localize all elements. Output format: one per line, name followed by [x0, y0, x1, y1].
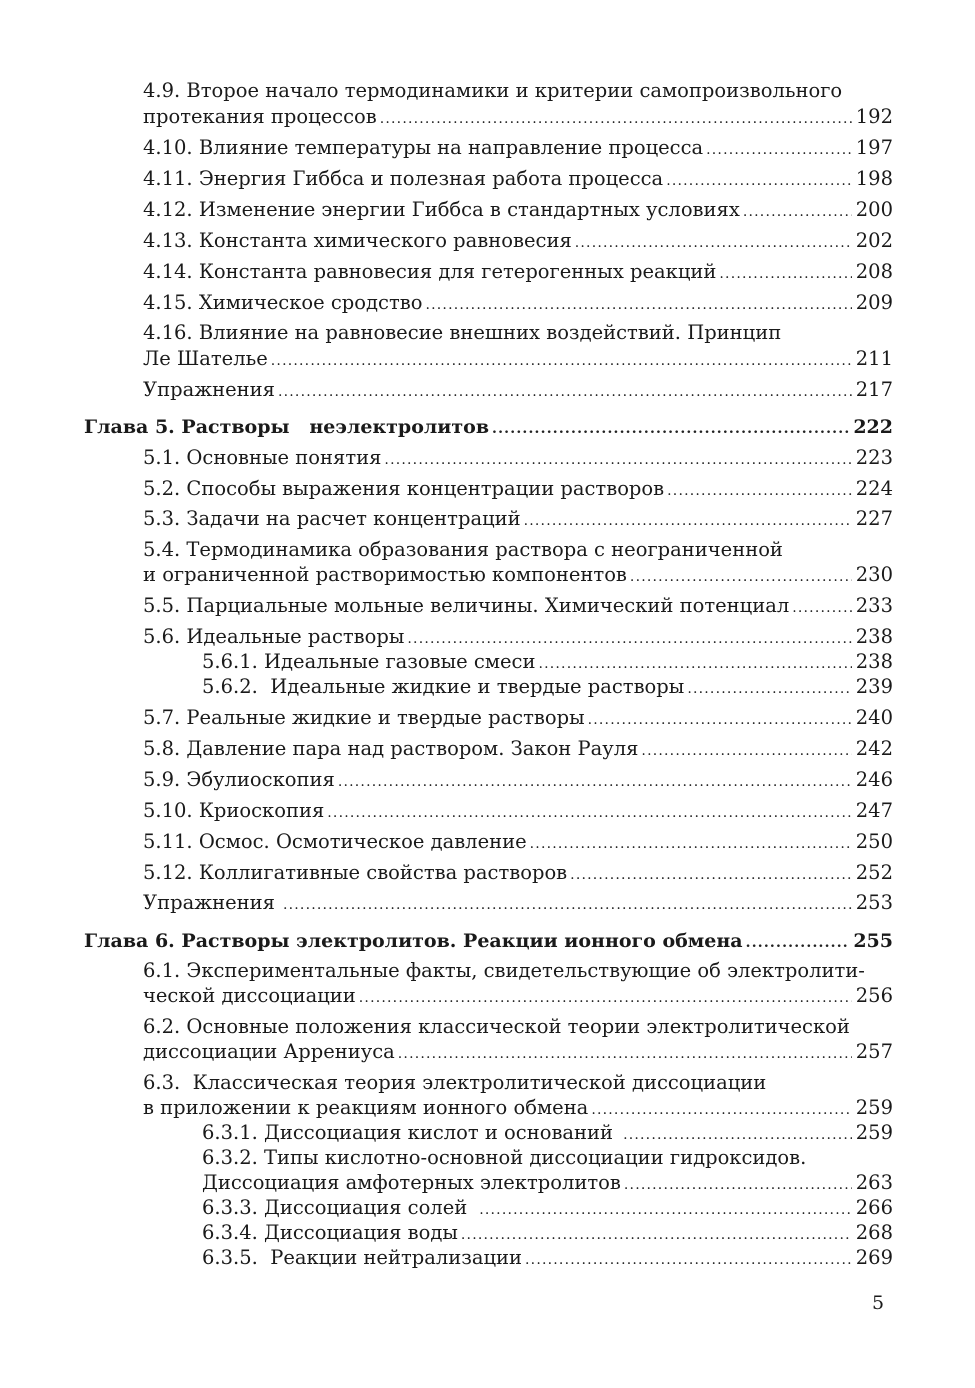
toc-entry-text: 5.3. Задачи на расчет концентраций: [143, 507, 521, 530]
toc-entry-text: 4.13. Константа химического равновесия: [143, 229, 572, 252]
toc-entry-4-9[interactable]: [143, 104, 893, 130]
toc-page-number: 259: [855, 1096, 893, 1119]
dot-leader: [407, 626, 851, 650]
toc-entry-5-6-2[interactable]: [202, 674, 893, 700]
dot-leader: [525, 1247, 852, 1271]
toc-chapter-5[interactable]: [84, 414, 893, 440]
toc-page-number: 223: [855, 446, 893, 469]
dot-leader: [492, 416, 849, 440]
toc-entry-text: 5.6.1. Идеальные газовые смеси: [202, 650, 536, 673]
toc-entry-text: 5.9. Эбулиоскопия: [143, 768, 335, 791]
toc-entry-6-3-line1: [143, 1070, 893, 1096]
toc-page-number: 255: [853, 930, 893, 952]
toc-entry-text: 5.1. Основные понятия: [143, 446, 382, 469]
toc-entry-6-3[interactable]: [143, 1095, 893, 1121]
toc-page-number: 266: [855, 1196, 893, 1219]
toc-entry-text: 6.1. Экспериментальные факты, свидетельствующие об электролити-: [143, 959, 865, 982]
dot-leader: [743, 199, 852, 223]
toc-entry-exercises-5[interactable]: [143, 890, 893, 916]
toc-entry-text: ческой диссоциации: [143, 984, 356, 1007]
toc-entry-4-16[interactable]: [143, 346, 893, 372]
toc-page-number: 224: [855, 477, 893, 500]
toc-chapter-title: Глава 6. Растворы электролитов. Реакции ионного обмена: [84, 930, 743, 952]
toc-entry-text: 5.7. Реальные жидкие и твердые растворы: [143, 706, 585, 729]
toc-entry-text: Ле Шателье: [143, 347, 268, 370]
dot-leader: [425, 292, 851, 316]
toc-entry-5-2[interactable]: [143, 476, 893, 502]
toc-entry-5-6-1[interactable]: [202, 649, 893, 675]
toc-page-number: 202: [855, 229, 893, 252]
toc-entry-text: 6.3.4. Диссоциация воды: [202, 1221, 458, 1244]
toc-entry-6-3-1[interactable]: [202, 1120, 893, 1146]
toc-page-number: 247: [855, 799, 893, 822]
toc-page-number: 209: [855, 291, 893, 314]
toc-entry-text: протекания процессов: [143, 105, 377, 128]
dot-leader: [719, 261, 851, 285]
dot-leader: [338, 769, 852, 793]
toc-entry-4-13[interactable]: [143, 228, 893, 254]
toc-page-number: 259: [855, 1121, 893, 1144]
toc-page-number: 246: [855, 768, 893, 791]
dot-leader: [623, 1122, 852, 1146]
toc-entry-5-1[interactable]: [143, 445, 893, 471]
toc-page-number: 252: [855, 861, 893, 884]
toc-entry-5-9[interactable]: [143, 767, 893, 793]
toc-entry-5-5[interactable]: [143, 593, 893, 619]
toc-page-number: 198: [855, 167, 893, 190]
toc-entry-4-12[interactable]: [143, 197, 893, 223]
toc-page-number: 211: [855, 347, 893, 370]
toc-entry-text: 4.9. Второе начало термодинамики и критерии самопроизвольного: [143, 79, 843, 102]
toc-page-number: 238: [855, 650, 893, 673]
toc-page-number: 257: [855, 1040, 893, 1063]
dot-leader: [479, 1197, 852, 1221]
toc-entry-text: 5.4. Термодинамика образования раствора с неограниченной: [143, 538, 783, 561]
toc-entry-text: 4.12. Изменение энергии Гиббса в стандартных условиях: [143, 198, 740, 221]
dot-leader: [591, 1097, 851, 1121]
toc-entry-text: Диссоциация амфотерных электролитов: [202, 1171, 621, 1194]
toc-entry-6-3-5[interactable]: [202, 1245, 893, 1271]
dot-leader: [380, 106, 852, 130]
toc-entry-6-3-2-line1: [202, 1145, 893, 1171]
page-number: 5: [872, 1292, 885, 1314]
dot-leader: [687, 676, 851, 700]
toc-entry-text: 5.5. Парциальные мольные величины. Химический потенциал: [143, 594, 790, 617]
toc-page-number: 250: [855, 830, 893, 853]
dot-leader: [792, 595, 852, 619]
toc-entry-6-2[interactable]: [143, 1039, 893, 1065]
dot-leader: [327, 800, 851, 824]
toc-page-number: 269: [855, 1246, 893, 1269]
toc-entry-text: 5.12. Коллигативные свойства растворов: [143, 861, 568, 884]
toc-entry-text: в приложении к реакциям ионного обмена: [143, 1096, 589, 1119]
toc-entry-5-8[interactable]: [143, 736, 893, 762]
toc-page-number: 208: [855, 260, 893, 283]
dot-leader: [630, 564, 852, 588]
toc-entry-text: 5.6. Идеальные растворы: [143, 625, 405, 648]
toc-entry-5-4[interactable]: [143, 562, 893, 588]
toc-entry-text: Упражнения: [143, 378, 275, 401]
toc-chapter-6[interactable]: [84, 928, 893, 954]
toc-entry-4-10[interactable]: [143, 135, 893, 161]
toc-page-number: 227: [855, 507, 893, 530]
toc-entry-text: 6.3.1. Диссоциация кислот и оснований: [202, 1121, 614, 1144]
toc-entry-5-6[interactable]: [143, 624, 893, 650]
toc-entry-5-10[interactable]: [143, 798, 893, 824]
toc-entry-text: 6.3. Классическая теория электролитической диссоциации: [143, 1071, 767, 1094]
dot-leader: [538, 651, 851, 675]
toc-entry-exercises-4[interactable]: [143, 377, 893, 403]
toc-entry-6-3-2[interactable]: [202, 1170, 893, 1196]
dot-leader: [746, 930, 850, 954]
dot-leader: [283, 892, 852, 916]
toc-page-number: 222: [853, 416, 893, 438]
toc-page-number: 238: [855, 625, 893, 648]
toc-page-number: 256: [855, 984, 893, 1007]
dot-leader: [524, 508, 852, 532]
dot-leader: [271, 348, 852, 372]
toc-entry-text: 5.6.2. Идеальные жидкие и твердые растворы: [202, 675, 685, 698]
toc-entry-text: 6.2. Основные положения классической теории электролитической: [143, 1015, 850, 1038]
toc-entry-text: 4.15. Химическое сродство: [143, 291, 423, 314]
toc-entry-5-3[interactable]: [143, 506, 893, 532]
dot-leader: [570, 862, 852, 886]
toc-page-number: 230: [855, 563, 893, 586]
dot-leader: [641, 738, 851, 762]
toc-entry-text: 4.10. Влияние температуры на направление процесса: [143, 136, 704, 159]
toc-page-number: 217: [855, 378, 893, 401]
toc-entry-text: Упражнения: [143, 891, 275, 914]
dot-leader: [530, 831, 852, 855]
dot-leader: [398, 1041, 852, 1065]
toc-entry-text: 6.3.3. Диссоциация солей: [202, 1196, 468, 1219]
toc-entry-text: 5.8. Давление пара над раствором. Закон Рауля: [143, 737, 639, 760]
toc-entry-5-12[interactable]: [143, 860, 893, 886]
toc-entry-text: 5.2. Способы выражения концентрации растворов: [143, 477, 665, 500]
dot-leader: [588, 707, 852, 731]
toc-entry-4-15[interactable]: [143, 290, 893, 316]
toc-page-number: 242: [855, 737, 893, 760]
toc-page-number: 268: [855, 1221, 893, 1244]
toc-entry-text: 6.3.5. Реакции нейтрализации: [202, 1246, 523, 1269]
toc-entry-text: 5.10. Криоскопия: [143, 799, 325, 822]
toc-entry-text: и ограниченной растворимостью компонентов: [143, 563, 627, 586]
dot-leader: [706, 137, 852, 161]
toc-entry-text: диссоциации Аррениуса: [143, 1040, 395, 1063]
toc-entry-6-3-3[interactable]: [202, 1195, 893, 1221]
toc-entry-text: 5.11. Осмос. Осмотическое давление: [143, 830, 527, 853]
toc-entry-4-11[interactable]: [143, 166, 893, 192]
toc-entry-5-4-line1: [143, 537, 893, 563]
toc-entry-4-9-line1: [143, 78, 893, 104]
toc-entry-text: 4.14. Константа равновесия для гетерогенных реакций: [143, 260, 717, 283]
toc-entry-5-11[interactable]: [143, 829, 893, 855]
toc-page-number: 200: [855, 198, 893, 221]
dot-leader: [667, 478, 852, 502]
toc-entry-6-3-4[interactable]: [202, 1220, 893, 1246]
toc-entry-6-1[interactable]: [143, 983, 893, 1009]
toc-entry-6-2-line1: [143, 1014, 893, 1040]
toc-entry-text: 4.11. Энергия Гиббса и полезная работа процесса: [143, 167, 664, 190]
toc-page-number: 263: [855, 1171, 893, 1194]
dot-leader: [278, 379, 852, 403]
toc-page-number: 197: [855, 136, 893, 159]
dot-leader: [575, 230, 852, 254]
toc-page-number: 253: [855, 891, 893, 914]
toc-page-number: 192: [855, 105, 893, 128]
toc-entry-4-14[interactable]: [143, 259, 893, 285]
dot-leader: [666, 168, 852, 192]
dot-leader: [359, 985, 852, 1009]
toc-page-number: 239: [855, 675, 893, 698]
dot-leader: [624, 1172, 852, 1196]
toc-entry-6-1-line1: [143, 958, 893, 984]
toc-page-number: 233: [855, 594, 893, 617]
toc-entry-4-16-line1: [143, 320, 893, 346]
dot-leader: [384, 447, 851, 471]
toc-entry-text: 6.3.2. Типы кислотно-основной диссоциации гидроксидов.: [202, 1146, 807, 1169]
dot-leader: [461, 1222, 852, 1246]
toc-chapter-title: Глава 5. Растворы неэлектролитов: [84, 416, 490, 438]
toc-entry-text: 4.16. Влияние на равновесие внешних воздействий. Принцип: [143, 321, 782, 344]
toc-entry-5-7[interactable]: [143, 705, 893, 731]
toc-page-number: 240: [855, 706, 893, 729]
